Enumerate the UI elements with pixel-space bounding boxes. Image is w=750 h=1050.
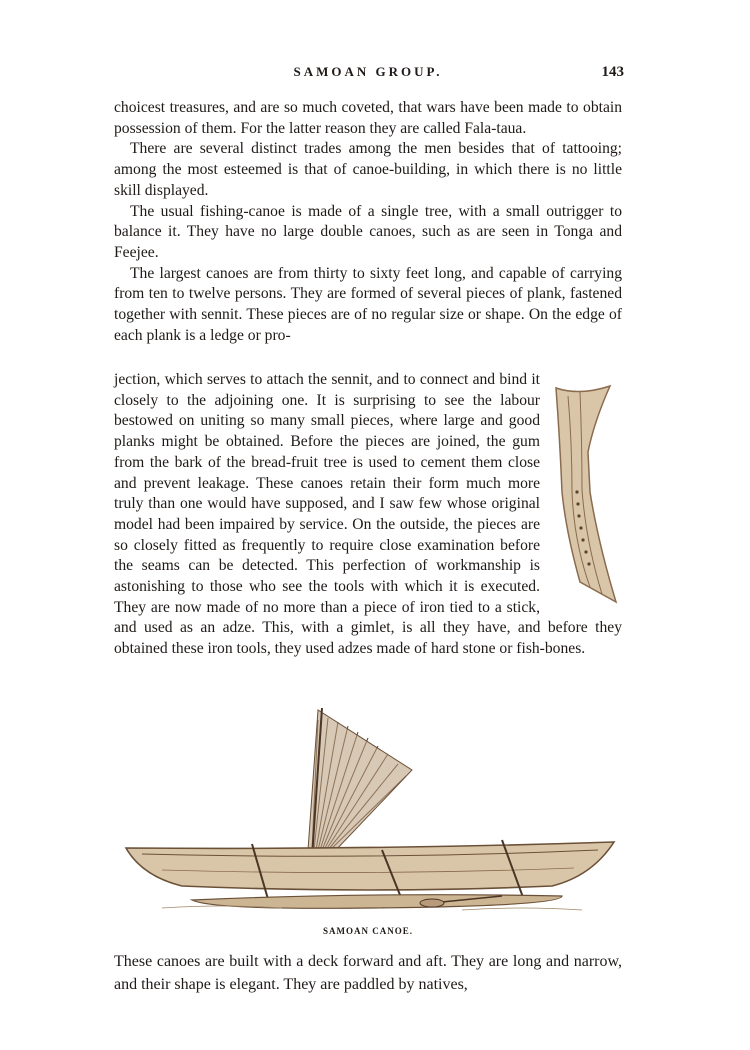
paragraph: These canoes are built with a deck forward and aft. They are long and narrow, and their shape is elegant. They are paddled by natives, — [114, 953, 622, 993]
paragraph: The largest canoes are from thirty to sixty feet long, and capable of carrying from ten to twelve persons. They are formed of several pieces of plank, fastened together with sennit. These pieces are of no regular size or shape. On the edge of each plank is a ledge or pro- — [114, 264, 622, 344]
body-text-bottom — [114, 950, 622, 996]
paragraph: There are several distinct trades among the men besides that of tattooing; among the most esteemed is that of canoe-building, in which there is no little skill displayed. — [114, 140, 622, 199]
running-title: SAMOAN GROUP. — [293, 64, 443, 79]
paragraph: jection, which serves to attach the sennit, and to connect and bind it closely to the adjoining one. It is surprising to see the labour bestowed on uniting so many small pieces, where large and good planks might be obtained. Before the pieces are joined, the gum from the bark of the bread-fruit tree is used to cement them close and prevent leakage. These canoes retain their form much more truly than one would have supposed, and I saw few whose original model had been impaired by service. On the outside, the pieces are so closely fitted as frequently to require close examination before the seams can be detected. This perfection of workmanship is astonishing to those who see the tools with which it is executed. They are now made of no more than a piece of iron tied to a stick, and used as an adze. This, with a gimlet, is all they have, and before they obtained these iron tools, they used adzes made of hard stone or fish-bones. — [114, 371, 622, 658]
page-number: 143 — [601, 64, 624, 80]
page-header — [112, 64, 624, 86]
body-text-top — [114, 98, 622, 346]
paragraph: choicest treasures, and are so much coveted, that wars have been made to obtain possession of them. For the latter reason they are called Fala-taua. — [114, 99, 622, 137]
figure-caption: SAMOAN CANOE. — [322, 926, 413, 936]
paragraph: The usual fishing-canoe is made of a single tree, with a small outrigger to balance it. They have no large double canoes, such as are seen in Tonga and Feejee. — [114, 202, 622, 261]
canoe-section-illustration — [550, 382, 622, 607]
samoan-canoe-illustration — [122, 700, 622, 915]
body-text-wrapped — [114, 370, 622, 660]
